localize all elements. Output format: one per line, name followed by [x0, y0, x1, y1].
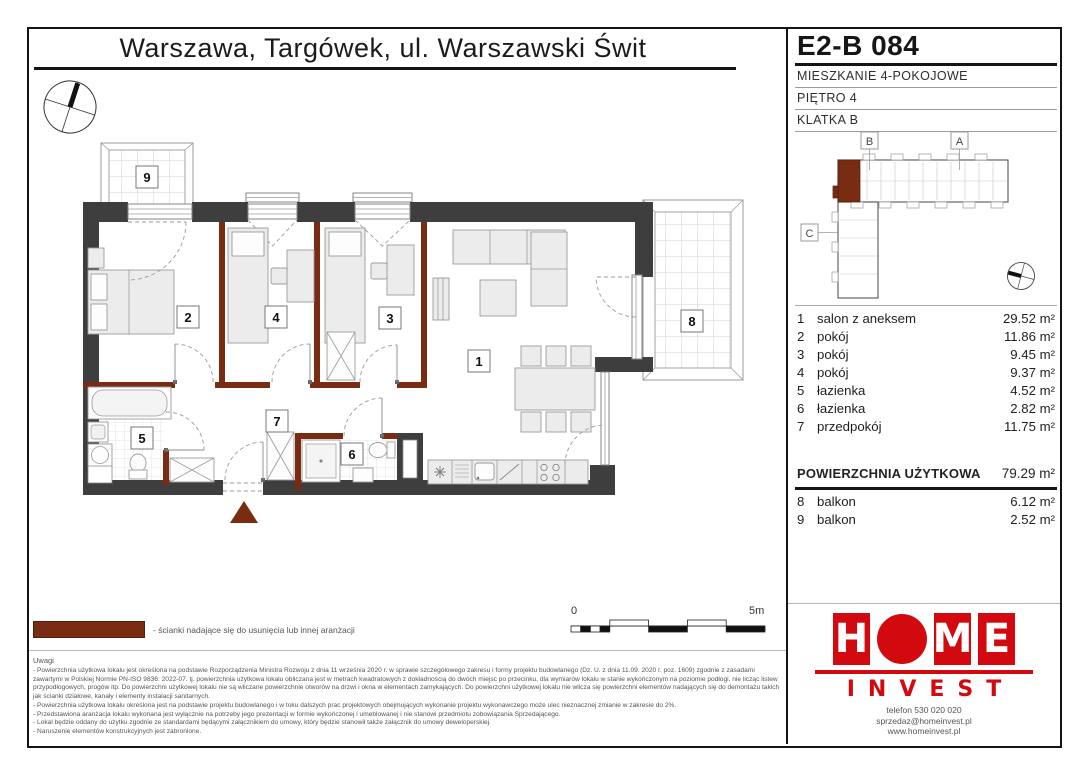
legend	[33, 621, 355, 638]
wall-niche	[88, 465, 112, 483]
unit-meta	[795, 66, 1057, 132]
unit-id: E2-B 084	[797, 30, 920, 61]
legal-notes	[33, 656, 781, 737]
summary-label: POWIERZCHNIA UŻYTKOWA	[797, 466, 981, 481]
note-item: - Naruszenie elementów konstrukcyjnych jest zabronione.	[33, 727, 202, 735]
note-item: - Powierzchnia użytkowa lokalu jest określona na podstawie Rozporządzenia Ministra Rozwoju z dnia 11 września 2020 r. w sprawie szczegółowego zakresu i formy projektu budowlanego (Dz. U. z dnia 11.09. 2020 r. poz. 1609) zgodnie z zasadami zawartymi w Polskiej Normie PN-ISO 9836: 2022-07. tj. powierzchnia użytkowa lokalu obliczana jest w metrach kwadratowych z dokładnością do dwóch miejsc po przecinku, dla wymiarów lokalu w stanie wykończonym na poziomie podłogi, nie licząc listew przypodłogowych, progów itp. Do powierzchni użytkowej lokalu nie są wliczane powierzchnie otworów na drzwi i okna w elementach zamykających. Do powierzchni użytkowej lokalu nie wlicza się powierzchni elementów nadających się do demontażu takich jak ścianki działowe, kanały i elementy instalacji sanitarnych.	[33, 667, 780, 701]
room-row: 4 pokój 9.37 m²	[797, 365, 1055, 380]
room-row: 3 pokój 9.45 m²	[797, 347, 1055, 362]
logo-divider	[788, 603, 1060, 604]
unit-type: MIESZKANIE 4-POKOJOWE	[795, 66, 1057, 88]
kitchen-counter	[428, 460, 588, 484]
contact-website: www.homeinvest.pl	[887, 726, 961, 736]
scale-start: 0	[571, 605, 578, 617]
logo-circle-o-icon	[877, 614, 927, 664]
scale-bar	[565, 598, 780, 640]
label-9: 9	[143, 170, 151, 185]
room3-furniture	[325, 228, 414, 380]
logo-letter-h: H	[833, 613, 870, 665]
title-underline	[34, 67, 736, 70]
usable-area-summary	[797, 464, 1055, 484]
note-item: - Przedstawiona aranżacja lokalu wykonana jest wyłącznie na potrzeby jego prezentacji w formie wykończonej i umeblowanej i nie stanowi przedmiotu zobowiązania Sprzedającego.	[33, 710, 561, 718]
marker-c: C	[805, 228, 814, 240]
site-compass-icon	[1004, 259, 1037, 292]
removable-wall-swatch	[33, 621, 145, 638]
entrance-arrow	[230, 501, 258, 523]
contact-block	[788, 705, 1060, 737]
label-1: 1	[475, 354, 483, 369]
unit-floor: PIĘTRO 4	[795, 88, 1057, 110]
info-panel	[788, 29, 1060, 744]
balcony-row: 8 balkon 6.12 m²	[797, 494, 1055, 509]
logo-underline	[815, 670, 1033, 674]
page-title: Warszawa, Targówek, ul. Warszawski Świt	[119, 33, 647, 63]
room2-furniture	[88, 248, 174, 334]
summary-value: 79.29 m²	[1001, 466, 1055, 481]
rooms-divider	[795, 305, 1057, 306]
label-4: 4	[272, 310, 280, 325]
home-invest-logo	[788, 613, 1060, 665]
legend-text: - ścianki nadające się do usunięcia lub innej aranżacji	[153, 624, 355, 635]
room-row: 5 łazienka 4.52 m²	[797, 383, 1055, 398]
logo-letter-e: E	[978, 613, 1015, 665]
balcony-8	[643, 200, 743, 380]
room-row: 1 salon z aneksem 29.52 m²	[797, 311, 1055, 326]
room-row: 7 przedpokój 11.75 m²	[797, 419, 1055, 434]
note-item: - Lokal będzie oddany do użytku zgodnie ze standardami będącymi załącznikiem do umowy, który będzie stanowił także załącznik do umowy deweloperskiej.	[33, 719, 492, 727]
scale-end: 5m	[749, 605, 765, 617]
label-7: 7	[273, 414, 281, 429]
logo-word-invest: INVEST	[846, 677, 1015, 702]
shaft	[403, 440, 417, 478]
floor-plan	[25, 80, 765, 550]
notes-title: Uwagi	[33, 656, 54, 665]
room-row: 6 łazienka 2.82 m²	[797, 401, 1055, 416]
marker-a: A	[955, 136, 964, 148]
label-2: 2	[184, 310, 192, 325]
rooms-table	[797, 310, 1055, 436]
contact-phone: telefon 530 020 020	[886, 705, 962, 715]
logo-letter-m: M	[934, 613, 971, 665]
site-plan	[793, 130, 1057, 302]
label-8: 8	[688, 314, 696, 329]
living-room-furniture	[433, 230, 595, 432]
label-6: 6	[348, 447, 356, 462]
unit-staircase: KLATKA B	[795, 110, 1057, 132]
window-sills	[246, 193, 412, 202]
room-row: 2 pokój 11.86 m²	[797, 329, 1055, 344]
marker-b: B	[865, 136, 874, 148]
summary-rule	[795, 487, 1057, 490]
note-item: - Powierzchnia użytkowa lokalu określona jest na podstawie projektu budowlanego i w toku dalszych prac projektowych obejmujących wykonanie projektu wykonawczego może ulec nieznacznej zmianie w zakresie do 2%.	[33, 701, 677, 709]
label-5: 5	[138, 431, 146, 446]
contact-email: sprzedaz@homeinvest.pl	[876, 715, 972, 726]
unit-highlight	[833, 160, 860, 202]
hallway-wardrobes	[170, 432, 294, 482]
label-3: 3	[386, 311, 394, 326]
notes-divider	[29, 650, 786, 651]
balconies-table	[797, 493, 1055, 529]
balcony-row: 9 balkon 2.52 m²	[797, 512, 1055, 527]
compass-icon	[37, 80, 103, 140]
